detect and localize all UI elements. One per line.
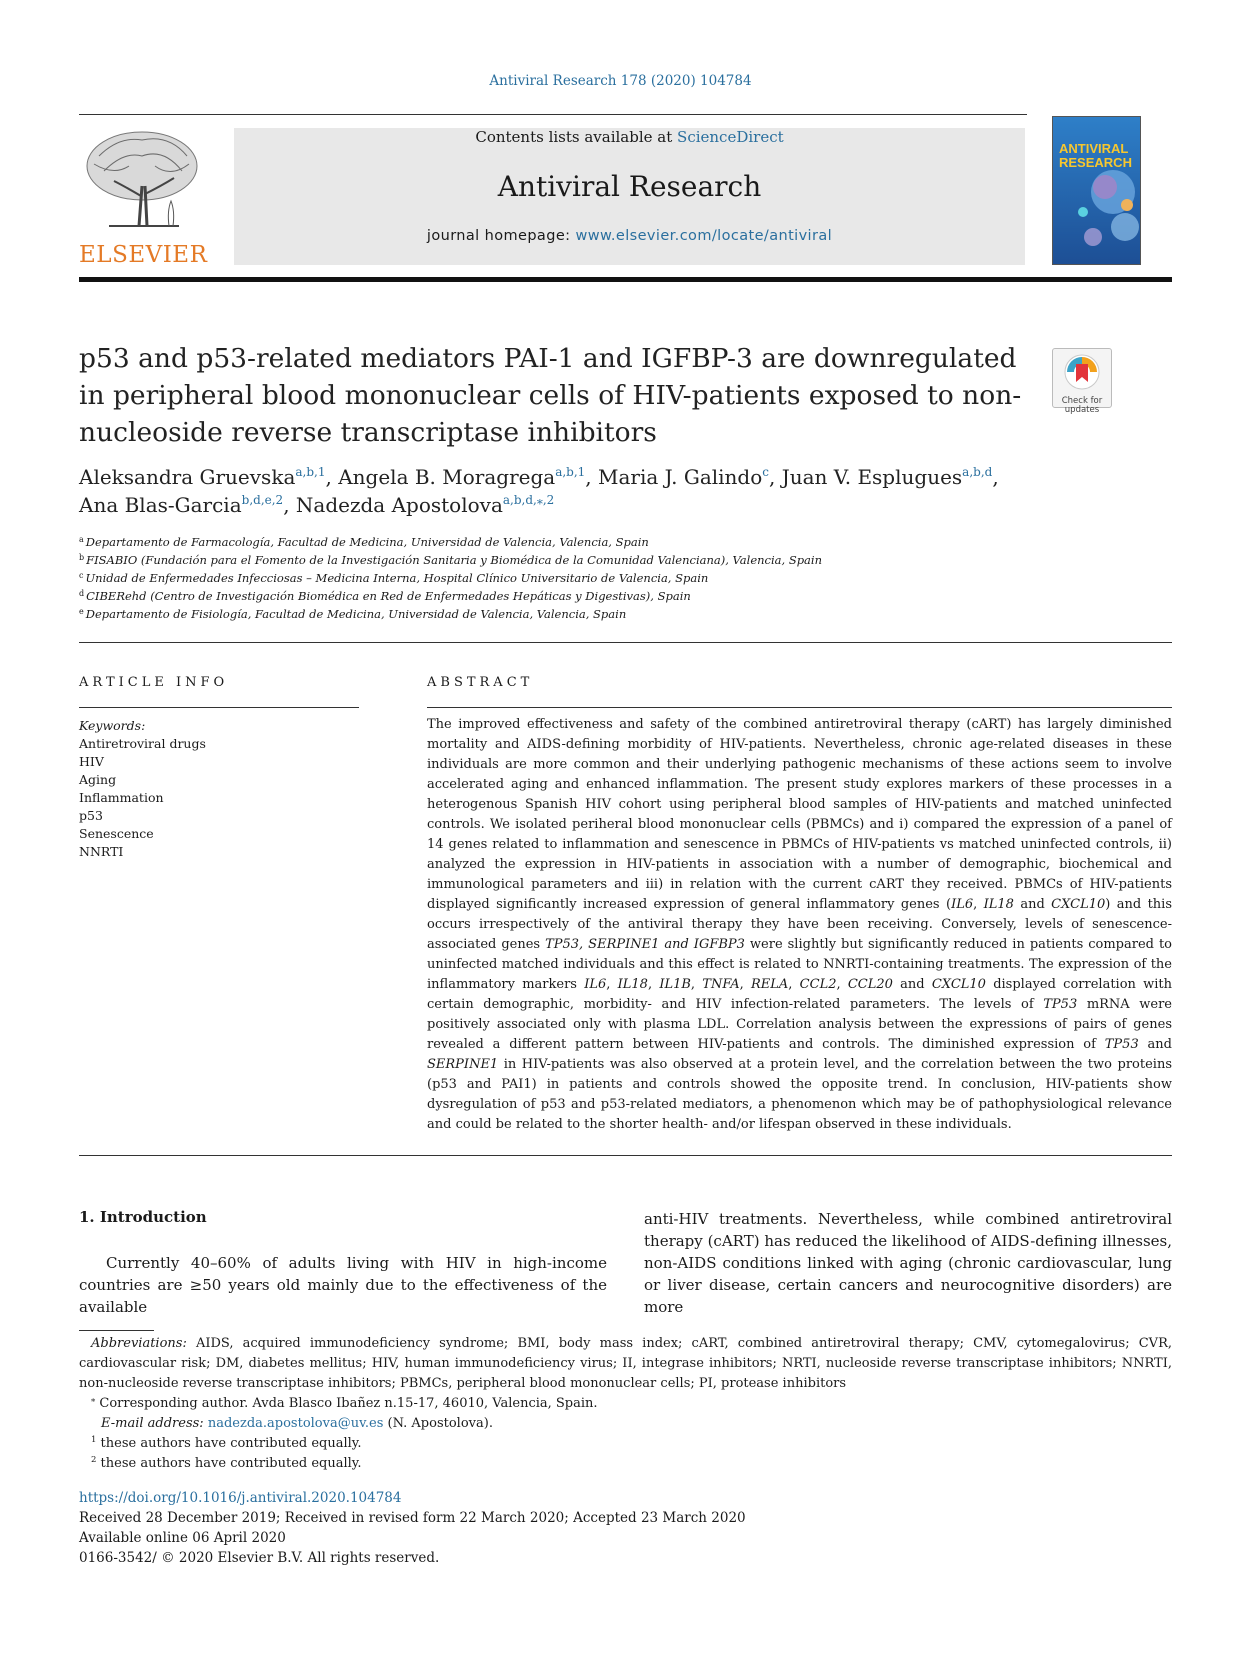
author-list — [79, 463, 1179, 519]
gene-name: IL18 — [617, 977, 648, 992]
doi-link[interactable]: https://doi.org/10.1016/j.antiviral.2020.104784 — [79, 1490, 402, 1506]
section-divider — [79, 642, 1172, 643]
journal-homepage-link[interactable]: www.elsevier.com/locate/antiviral — [575, 228, 833, 244]
contents-line — [234, 128, 1025, 146]
abstract-segment: , — [739, 977, 751, 992]
author-name[interactable]: Aleksandra Gruevska — [79, 465, 296, 489]
author-separator: , — [769, 465, 782, 489]
gene-name: TP53, SERPINE1 and IGFBP3 — [545, 937, 745, 952]
affiliation-item — [79, 569, 1079, 587]
homepage-line — [234, 228, 1025, 244]
gene-name: TNFA — [702, 977, 740, 992]
available-online: Available online 06 April 2020 — [79, 1530, 286, 1546]
affiliation-item — [79, 605, 1079, 623]
affiliation-text: Departamento de Farmacología, Facultad de Medicina, Universidad de Valencia, Valencia, Spain — [85, 535, 649, 549]
article-info-rule — [79, 707, 359, 708]
gene-name: SERPINE1 — [427, 1057, 499, 1072]
introduction-right-column: anti-HIV treatments. Nevertheless, while combined antiretroviral therapy (cART) has reduced the likelihood of AIDS-defining illnesses, non-AIDS conditions linked with aging (chronic cardiovascular, lung or liver disease, certain cancers and neurocognitive disorders) are more — [644, 1210, 1172, 1316]
received-dates: Received 28 December 2019; Received in revised form 22 March 2020; Accepted 23 March 2020 — [79, 1510, 746, 1526]
author-affiliation-marks[interactable]: b,d,e,2 — [241, 493, 284, 507]
abbreviations-text: AIDS, acquired immunodeficiency syndrome; BMI, body mass index; cART, combined antiretroviral therapy; CMV, cytomegalovirus; CVR, cardiovascular risk; DM, diabetes mellitus; HIV, human immunodeficiency virus; II, integrase inhibitors; NRTI, nucleoside reverse transcriptase inhibitors; NNRTI, non-nucleoside reverse transcriptase inhibitors; PBMCs, peripheral blood mononuclear cells; PI, protease inhibitors — [79, 1336, 1172, 1391]
abstract-segment: in HIV-patients was also observed at a protein level, and the correlation between the two proteins (p53 and PAI1) in patients and controls showed the opposite trend. In conclusion, HIV-patients show dysregulation of p53 and p53-related mediators, a phenomenon which may be of pathophysiological relevance and could be related to the shorter health- and/or lifespan observed in these individuals. — [427, 1057, 1172, 1132]
affiliation-text: Unidad de Enfermedades Infecciosas – Medicina Interna, Hospital Clínico Universitario de Valencia, Spain — [85, 571, 709, 585]
abstract-heading: ABSTRACT — [427, 675, 534, 690]
email-suffix: (N. Apostolova). — [383, 1416, 493, 1431]
keyword-item: Inflammation — [79, 790, 164, 805]
abstract-segment: and — [1013, 897, 1052, 912]
corresponding-mark: ⁎ — [91, 1395, 96, 1405]
abstract-end-rule — [79, 1155, 1172, 1156]
contents-prefix: Contents lists available at — [475, 128, 678, 146]
email-footnote — [79, 1414, 1172, 1434]
affiliation-list — [79, 533, 1079, 623]
introduction-heading: 1. Introduction — [79, 1208, 207, 1226]
author-name[interactable]: Ana Blas-Garcia — [79, 493, 242, 517]
footnote-2 — [79, 1454, 1172, 1474]
gene-name: IL18 — [983, 897, 1014, 912]
gene-name: CXCL10 — [931, 977, 986, 992]
tree-logo-icon — [79, 126, 205, 236]
abstract-segment: , — [606, 977, 618, 992]
footnote-rule — [79, 1330, 154, 1331]
journal-cover-image[interactable] — [1052, 116, 1141, 265]
gene-name: CCL20 — [847, 977, 893, 992]
author-name[interactable]: Maria J. Galindo — [598, 465, 763, 489]
cover-title-line1: ANTIVIRAL — [1059, 141, 1129, 156]
footnote-1 — [79, 1434, 1172, 1454]
cover-title-line2: RESEARCH — [1059, 155, 1132, 170]
abstract-segment: , — [647, 977, 660, 992]
keywords-label: Keywords: — [79, 718, 146, 733]
abstract-segment: mRNA were positively associated only with plasma LDL. Correlation analysis between the expressions of pairs of genes revealed a different pattern between HIV-patients and controls. The diminished expression of — [427, 997, 1173, 1052]
abbreviations-label: Abbreviations: — [91, 1336, 187, 1351]
header-rule — [79, 114, 1027, 115]
gene-name: IL6 — [951, 897, 974, 912]
masthead-rule — [79, 277, 1172, 282]
author-affiliation-marks[interactable]: a,b,d — [962, 465, 993, 479]
journal-reference[interactable]: Antiviral Research 178 (2020) 104784 — [489, 73, 752, 89]
author-separator: , — [283, 493, 296, 517]
keyword-list — [79, 735, 359, 861]
keywords-block — [79, 717, 359, 861]
keyword-item: NNRTI — [79, 844, 124, 859]
gene-name: IL6 — [584, 977, 607, 992]
keyword-item: Antiretroviral drugs — [79, 736, 206, 751]
gene-name: TP53 — [1104, 1037, 1139, 1052]
author-affiliation-marks[interactable]: a,b,d,⁎,2 — [502, 493, 555, 507]
keyword-item: Senescence — [79, 826, 154, 841]
abstract-segment: ) and this occurs irrespectively of the antiviral therapy they have been receiving. Conversely, levels of senescence-associated genes — [427, 897, 1172, 952]
keyword-item: p53 — [79, 808, 103, 823]
affiliation-key: d — [79, 589, 85, 598]
footnote-1-mark: 1 — [91, 1435, 97, 1445]
email-label: E-mail address: — [101, 1416, 204, 1431]
author-name[interactable]: Juan V. Esplugues — [781, 465, 963, 489]
abbreviations-footnote — [79, 1334, 1172, 1394]
sciencedirect-link[interactable]: ScienceDirect — [677, 128, 784, 146]
abstract-segment: , — [788, 977, 800, 992]
abstract-segment: and — [892, 977, 932, 992]
abstract-segment: , — [973, 897, 984, 912]
keyword-item: Aging — [79, 772, 117, 787]
abstract-segment: and — [1138, 1037, 1172, 1052]
check-for-updates-button[interactable] — [1052, 348, 1112, 415]
gene-name: CCL2 — [799, 977, 837, 992]
gene-name: TP53 — [1043, 997, 1078, 1012]
author-affiliation-marks[interactable]: a,b,1 — [555, 465, 586, 479]
affiliation-item — [79, 551, 1079, 569]
keyword-item: HIV — [79, 754, 104, 769]
abstract-segment: , — [836, 977, 848, 992]
affiliation-key: b — [79, 553, 85, 562]
email-link[interactable]: nadezda.apostolova@uv.es — [207, 1416, 384, 1431]
footnote-2-text: these authors have contributed equally. — [96, 1456, 362, 1471]
author-name[interactable]: Nadezda Apostolova — [295, 493, 503, 517]
affiliation-text: FISABIO (Fundación para el Fomento de la Investigación Sanitaria y Biomédica de la Comunidad Valenciana), Valencia, Spain — [86, 553, 823, 567]
author-affiliation-marks[interactable]: c — [762, 465, 769, 479]
author-separator: , — [325, 465, 339, 489]
cover-art-icon — [1053, 117, 1140, 264]
footnotes — [79, 1334, 1172, 1474]
homepage-prefix: journal homepage: — [426, 228, 576, 244]
article-title: p53 and p53-related mediators PAI-1 and IGFBP-3 are downregulated in peripheral blood mononuclear cells of HIV-patients exposed to non-nucleoside reverse transcriptase inhibitors — [79, 343, 1022, 448]
abstract-segment: The improved effectiveness and safety of the combined antiretroviral therapy (cART) has largely diminished mortality and AIDS-defining morbidity of HIV-patients. Nevertheless, chronic age-related diseases in these individuals are more common and their underlying pathogenic mechanisms of these actions seem to involve accelerated aging and enhanced inflammation. The present study explores markers of these processes in a heterogenous Spanish HIV cohort using peripheral blood samples of HIV-patients and matched uninfected controls. We isolated periheral blood mononuclear cells (PBMCs) and i) compared the expression of a panel of 14 genes related to inflammation and senescence in PBMCs of HIV-patients vs matched uninfected controls, ii) analyzed the expression in HIV-patients in association with a number of demographic, biochemical and immunological parameters and iii) in relation with the current cART they received. PBMCs of HIV-patients displayed significantly increased expression of general inflammatory genes ( — [427, 717, 1172, 912]
affiliation-item — [79, 533, 1079, 551]
crossmark-label-line2: updates — [1064, 405, 1100, 415]
author-affiliation-marks[interactable]: a,b,1 — [295, 465, 326, 479]
crossmark-label-line1: Check for — [1061, 396, 1103, 406]
publication-info — [79, 1488, 979, 1568]
footnote-2-mark: 2 — [91, 1455, 97, 1465]
journal-masthead — [234, 128, 1025, 265]
affiliation-text: Departamento de Fisiología, Facultad de Medicina, Universidad de Valencia, Valencia, Spain — [85, 607, 627, 621]
gene-name: RELA — [750, 977, 789, 992]
abstract-segment: were slightly but significantly reduced in patients compared to uninfected matched individuals and this effect is related to NNRTI-containing treatments. The expression of the inflammatory markers — [427, 937, 1173, 992]
gene-name: IL1B — [659, 977, 691, 992]
author-separator: , — [992, 465, 999, 489]
copyright-line: 0166-3542/ © 2020 Elsevier B.V. All rights reserved. — [79, 1550, 440, 1566]
journal-title: Antiviral Research — [497, 170, 762, 203]
abstract-segment: , — [690, 977, 703, 992]
corresponding-author-footnote — [79, 1394, 1172, 1414]
abstract-rule — [427, 707, 1172, 708]
crossmark-label — [1053, 397, 1111, 415]
affiliation-key: e — [79, 607, 84, 616]
affiliation-text: CIBERehd (Centro de Investigación Biomédica en Red de Enfermedades Hepáticas y Digestivas), Spain — [86, 589, 691, 603]
abstract-text — [427, 715, 1172, 1135]
abstract-segment: displayed correlation with certain demographic, morbidity- and HIV infection-related parameters. The levels of — [427, 977, 1173, 1012]
publisher-name: ELSEVIER — [79, 242, 208, 268]
crossmark-icon — [1062, 352, 1102, 392]
publisher-logo — [79, 126, 208, 268]
author-name[interactable]: Angela B. Moragrega — [338, 465, 556, 489]
affiliation-key: c — [79, 571, 84, 580]
gene-name: CXCL10 — [1051, 897, 1106, 912]
affiliation-item — [79, 587, 1079, 605]
footnote-1-text: these authors have contributed equally. — [96, 1436, 362, 1451]
introduction-left-column: Currently 40–60% of adults living with HIV in high-income countries are ≥50 years old mainly due to the effectiveness of the available — [79, 1254, 607, 1316]
article-info-heading: ARTICLE INFO — [79, 675, 229, 690]
corresponding-text: Corresponding author. Avda Blasco Ibañez n.15-17, 46010, Valencia, Spain. — [95, 1396, 598, 1411]
author-separator: , — [585, 465, 599, 489]
affiliation-key: a — [79, 535, 84, 544]
